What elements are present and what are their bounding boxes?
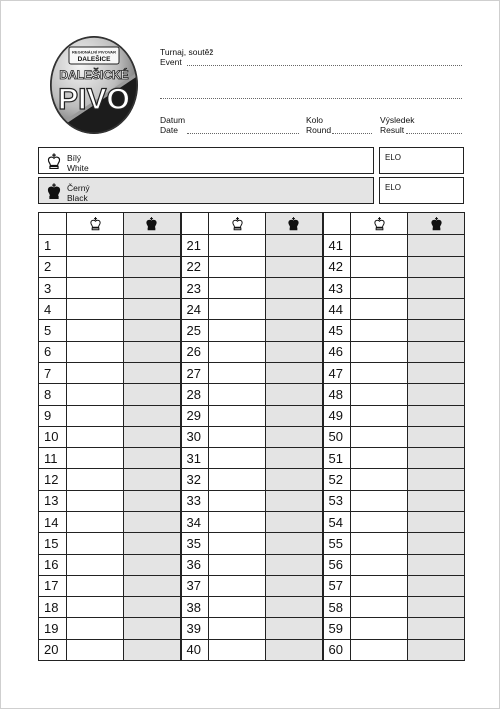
white-move-cell[interactable] [209, 362, 266, 383]
date-field[interactable] [187, 133, 299, 134]
black-move-cell[interactable] [408, 554, 465, 575]
move-number: 59 [323, 618, 351, 639]
black-elo-field[interactable] [379, 177, 464, 204]
date-label-en: Date [160, 124, 178, 135]
black-move-cell[interactable] [408, 341, 465, 362]
move-number: 26 [181, 341, 209, 362]
white-move-cell[interactable] [67, 405, 124, 426]
move-row [39, 235, 465, 256]
black-label [67, 183, 90, 203]
move-row [39, 618, 465, 639]
logo-line1: DALEŠICKÉ [59, 68, 129, 82]
white-move-cell[interactable] [351, 448, 408, 469]
white-move-cell[interactable] [351, 533, 408, 554]
round-label-cz: Kolo [306, 115, 324, 125]
move-number: 37 [181, 575, 209, 596]
black-elo-label: ELO [385, 183, 402, 192]
white-move-cell[interactable] [67, 575, 124, 596]
header-white-cell [209, 213, 266, 235]
black-move-cell[interactable] [266, 426, 323, 447]
white-move-cell[interactable] [351, 277, 408, 298]
white-king-icon [230, 216, 245, 231]
move-row [39, 384, 465, 405]
move-number: 46 [323, 341, 351, 362]
white-move-cell[interactable] [67, 320, 124, 341]
black-move-cell[interactable] [124, 511, 181, 532]
white-move-cell[interactable] [351, 235, 408, 256]
move-number: 4 [39, 299, 67, 320]
black-move-cell[interactable] [408, 575, 465, 596]
white-move-cell[interactable] [209, 341, 266, 362]
move-row [39, 299, 465, 320]
white-move-cell[interactable] [67, 490, 124, 511]
move-number: 7 [39, 362, 67, 383]
black-move-cell[interactable] [408, 405, 465, 426]
white-move-cell[interactable] [209, 533, 266, 554]
black-move-cell[interactable] [266, 277, 323, 298]
move-number: 33 [181, 490, 209, 511]
white-move-cell[interactable] [209, 490, 266, 511]
black-move-cell[interactable] [124, 618, 181, 639]
black-move-cell[interactable] [266, 256, 323, 277]
move-number: 50 [323, 426, 351, 447]
move-number: 16 [39, 554, 67, 575]
black-move-cell[interactable] [266, 554, 323, 575]
move-row [39, 490, 465, 511]
white-move-cell[interactable] [67, 448, 124, 469]
move-number: 10 [39, 426, 67, 447]
move-row [39, 426, 465, 447]
black-move-cell[interactable] [124, 448, 181, 469]
move-number: 13 [39, 490, 67, 511]
black-move-cell[interactable] [124, 341, 181, 362]
white-move-cell[interactable] [351, 256, 408, 277]
move-number: 30 [181, 426, 209, 447]
black-label-en: Black [67, 193, 88, 203]
white-move-cell[interactable] [67, 469, 124, 490]
white-elo-label: ELO [385, 153, 402, 162]
white-move-cell[interactable] [351, 639, 408, 660]
move-number: 42 [323, 256, 351, 277]
black-move-cell[interactable] [266, 639, 323, 660]
black-move-cell[interactable] [266, 533, 323, 554]
white-move-cell[interactable] [67, 362, 124, 383]
black-move-cell[interactable] [408, 618, 465, 639]
move-row [39, 405, 465, 426]
move-number: 17 [39, 575, 67, 596]
move-number: 5 [39, 320, 67, 341]
white-king-icon [372, 216, 387, 231]
move-number: 9 [39, 405, 67, 426]
white-move-cell[interactable] [67, 533, 124, 554]
move-number: 60 [323, 639, 351, 660]
white-move-cell[interactable] [351, 362, 408, 383]
black-move-cell[interactable] [266, 597, 323, 618]
move-number: 23 [181, 277, 209, 298]
move-row [39, 277, 465, 298]
move-row [39, 639, 465, 660]
white-move-cell[interactable] [209, 320, 266, 341]
move-number: 53 [323, 490, 351, 511]
move-number: 58 [323, 597, 351, 618]
white-move-cell[interactable] [209, 511, 266, 532]
white-move-cell[interactable] [209, 405, 266, 426]
move-number: 28 [181, 384, 209, 405]
move-number: 1 [39, 235, 67, 256]
move-number: 20 [39, 639, 67, 660]
white-move-cell[interactable] [351, 490, 408, 511]
black-move-cell[interactable] [124, 235, 181, 256]
header-white-cell [67, 213, 124, 235]
event-label-en: Event [160, 56, 182, 67]
white-move-cell[interactable] [209, 426, 266, 447]
black-move-cell[interactable] [124, 597, 181, 618]
black-move-cell[interactable] [266, 299, 323, 320]
black-move-cell[interactable] [266, 618, 323, 639]
move-number: 32 [181, 469, 209, 490]
white-move-cell[interactable] [67, 299, 124, 320]
black-king-icon [45, 182, 63, 200]
move-row [39, 362, 465, 383]
white-move-cell[interactable] [67, 618, 124, 639]
black-move-cell[interactable] [266, 341, 323, 362]
move-number: 6 [39, 341, 67, 362]
white-move-cell[interactable] [67, 597, 124, 618]
white-move-cell[interactable] [209, 235, 266, 256]
move-number: 18 [39, 597, 67, 618]
event-line-1[interactable] [187, 65, 462, 66]
white-king-icon [45, 152, 63, 170]
white-move-cell[interactable] [209, 299, 266, 320]
white-move-cell[interactable] [67, 277, 124, 298]
move-row [39, 511, 465, 532]
black-move-cell[interactable] [408, 277, 465, 298]
header-black-cell [266, 213, 323, 235]
white-move-cell[interactable] [67, 256, 124, 277]
move-number: 47 [323, 362, 351, 383]
header-black-cell [124, 213, 181, 235]
black-move-cell[interactable] [124, 426, 181, 447]
move-number: 55 [323, 533, 351, 554]
white-label-cz: Bílý [67, 153, 82, 163]
black-move-cell[interactable] [266, 448, 323, 469]
move-number: 35 [181, 533, 209, 554]
black-move-cell[interactable] [124, 554, 181, 575]
white-move-cell[interactable] [209, 256, 266, 277]
white-move-cell[interactable] [351, 575, 408, 596]
black-move-cell[interactable] [266, 384, 323, 405]
black-move-cell[interactable] [408, 256, 465, 277]
black-move-cell[interactable] [408, 299, 465, 320]
black-move-cell[interactable] [266, 320, 323, 341]
move-number: 36 [181, 554, 209, 575]
move-row [39, 469, 465, 490]
white-move-cell[interactable] [351, 426, 408, 447]
black-move-cell[interactable] [124, 299, 181, 320]
black-king-icon [144, 216, 159, 231]
black-player-field[interactable] [38, 177, 374, 204]
move-number: 44 [323, 299, 351, 320]
move-number: 24 [181, 299, 209, 320]
white-move-cell[interactable] [209, 448, 266, 469]
move-row [39, 597, 465, 618]
move-number: 48 [323, 384, 351, 405]
round-field[interactable] [332, 133, 372, 134]
white-move-cell[interactable] [351, 554, 408, 575]
white-move-cell[interactable] [67, 511, 124, 532]
black-move-cell[interactable] [408, 511, 465, 532]
logo-line2: PIVO [58, 83, 130, 116]
result-field[interactable] [406, 133, 462, 134]
white-move-cell[interactable] [67, 554, 124, 575]
logo-brand: DALEŠICE [77, 56, 111, 63]
header-white-cell [351, 213, 408, 235]
black-move-cell[interactable] [266, 235, 323, 256]
black-move-cell[interactable] [124, 277, 181, 298]
move-number: 25 [181, 320, 209, 341]
black-move-cell[interactable] [124, 362, 181, 383]
black-move-cell[interactable] [408, 448, 465, 469]
move-number: 49 [323, 405, 351, 426]
white-move-cell[interactable] [209, 618, 266, 639]
black-move-cell[interactable] [124, 405, 181, 426]
move-row [39, 341, 465, 362]
black-move-cell[interactable] [124, 575, 181, 596]
black-move-cell[interactable] [408, 362, 465, 383]
white-move-cell[interactable] [351, 405, 408, 426]
move-number: 43 [323, 277, 351, 298]
move-row [39, 554, 465, 575]
round-label-en: Round [306, 124, 332, 135]
black-move-cell[interactable] [408, 235, 465, 256]
white-move-cell[interactable] [209, 597, 266, 618]
white-move-cell[interactable] [351, 597, 408, 618]
move-number: 45 [323, 320, 351, 341]
black-label-cz: Černý [67, 183, 90, 193]
black-move-cell[interactable] [266, 511, 323, 532]
white-move-cell[interactable] [67, 426, 124, 447]
black-move-cell[interactable] [124, 469, 181, 490]
move-number: 2 [39, 256, 67, 277]
white-move-cell[interactable] [67, 341, 124, 362]
black-move-cell[interactable] [266, 469, 323, 490]
black-king-icon [286, 216, 301, 231]
move-number: 41 [323, 235, 351, 256]
event-label-cz: Turnaj, soutěž [160, 47, 214, 57]
move-number: 51 [323, 448, 351, 469]
white-move-cell[interactable] [351, 320, 408, 341]
black-move-cell[interactable] [124, 320, 181, 341]
white-move-cell[interactable] [351, 341, 408, 362]
move-number: 11 [39, 448, 67, 469]
white-move-cell[interactable] [209, 575, 266, 596]
move-number: 15 [39, 533, 67, 554]
result-label-cz: Výsledek [380, 115, 415, 125]
header-num-cell [39, 213, 67, 235]
header-num-cell [181, 213, 209, 235]
white-move-cell[interactable] [351, 511, 408, 532]
move-number: 22 [181, 256, 209, 277]
black-move-cell[interactable] [408, 533, 465, 554]
move-number: 52 [323, 469, 351, 490]
black-move-cell[interactable] [408, 384, 465, 405]
white-move-cell[interactable] [67, 235, 124, 256]
result-label-en: Result [380, 124, 405, 135]
white-move-cell[interactable] [67, 384, 124, 405]
white-label [67, 153, 89, 173]
move-number: 57 [323, 575, 351, 596]
white-move-cell[interactable] [351, 469, 408, 490]
move-number: 8 [39, 384, 67, 405]
white-player-field[interactable] [38, 147, 374, 174]
move-number: 39 [181, 618, 209, 639]
black-move-cell[interactable] [124, 533, 181, 554]
white-king-icon [88, 216, 103, 231]
moves-header-row [39, 213, 465, 235]
white-move-cell[interactable] [209, 277, 266, 298]
moves-table [38, 212, 465, 661]
black-move-cell[interactable] [124, 639, 181, 660]
white-move-cell[interactable] [209, 469, 266, 490]
move-row [39, 448, 465, 469]
black-move-cell[interactable] [266, 362, 323, 383]
black-move-cell[interactable] [408, 320, 465, 341]
move-number: 54 [323, 511, 351, 532]
black-move-cell[interactable] [124, 256, 181, 277]
round-label [306, 116, 331, 135]
header-black-cell [408, 213, 465, 235]
dalesicke-pivo-logo [49, 35, 139, 135]
move-row [39, 575, 465, 596]
date-label-cz: Datum [160, 115, 186, 125]
white-move-cell[interactable] [351, 299, 408, 320]
move-number: 19 [39, 618, 67, 639]
move-number: 34 [181, 511, 209, 532]
black-move-cell[interactable] [266, 575, 323, 596]
white-label-en: White [67, 163, 89, 173]
black-move-cell[interactable] [408, 469, 465, 490]
move-row [39, 256, 465, 277]
black-king-icon [429, 216, 444, 231]
move-number: 3 [39, 277, 67, 298]
move-number: 31 [181, 448, 209, 469]
date-label [160, 116, 185, 135]
move-number: 38 [181, 597, 209, 618]
move-number: 27 [181, 362, 209, 383]
move-row [39, 533, 465, 554]
move-number: 12 [39, 469, 67, 490]
black-move-cell[interactable] [408, 426, 465, 447]
event-line-2[interactable] [160, 98, 462, 99]
white-move-cell[interactable] [209, 384, 266, 405]
black-move-cell[interactable] [124, 490, 181, 511]
move-number: 29 [181, 405, 209, 426]
white-move-cell[interactable] [351, 384, 408, 405]
move-number: 40 [181, 639, 209, 660]
move-row [39, 320, 465, 341]
header-num-cell [323, 213, 351, 235]
black-move-cell[interactable] [408, 597, 465, 618]
move-number: 21 [181, 235, 209, 256]
black-move-cell[interactable] [266, 490, 323, 511]
black-move-cell[interactable] [408, 639, 465, 660]
white-move-cell[interactable] [209, 554, 266, 575]
move-number: 14 [39, 511, 67, 532]
black-move-cell[interactable] [266, 405, 323, 426]
logo-top-text: REGIONÁLNÍ PIVOVAR [72, 49, 116, 55]
move-number: 56 [323, 554, 351, 575]
white-move-cell[interactable] [67, 639, 124, 660]
black-move-cell[interactable] [408, 490, 465, 511]
white-elo-field[interactable] [379, 147, 464, 174]
white-move-cell[interactable] [351, 618, 408, 639]
black-move-cell[interactable] [124, 384, 181, 405]
white-move-cell[interactable] [209, 639, 266, 660]
